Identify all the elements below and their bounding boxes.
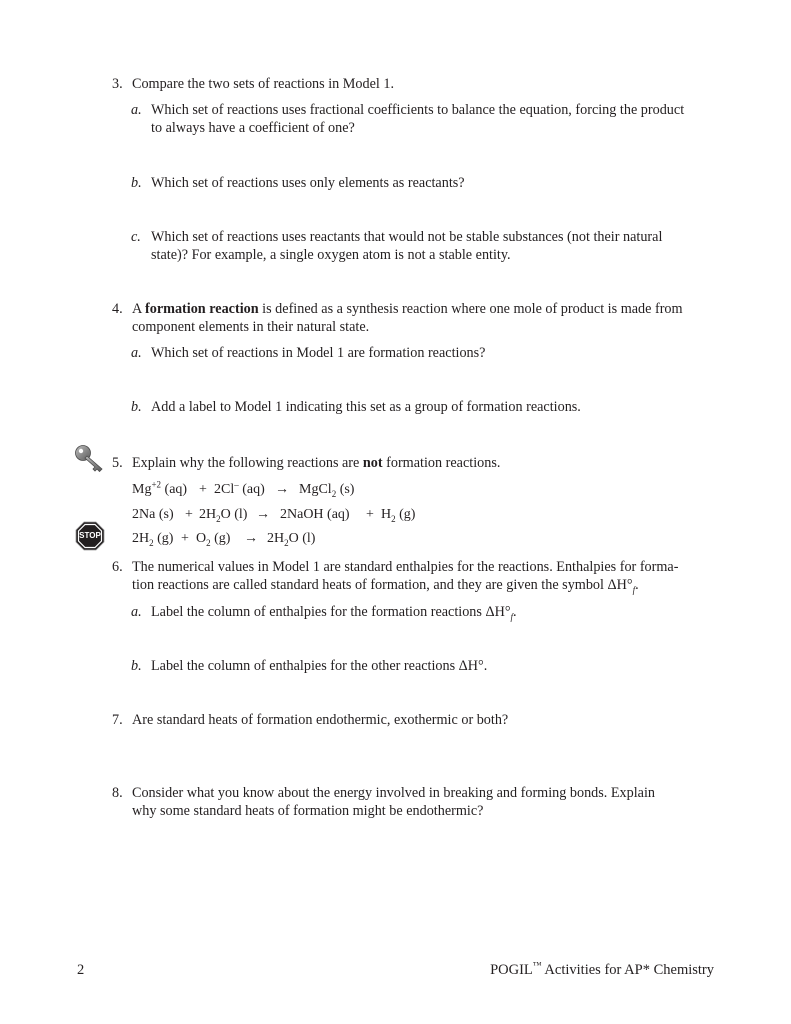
question-6a-label: a. (131, 604, 142, 620)
reaction-3-product: $2H_2O$ (l) (267, 531, 316, 548)
reaction-1-plus: + (199, 482, 207, 497)
question-8-line1: Consider what you know about the energy involved in breaking and forming bonds. Explain (132, 785, 656, 801)
reaction-1-reactant-2: 2Cl– (aq) (214, 479, 265, 497)
question-6-line1: The numerical values in Model 1 are standard enthalpies for the reactions. Enthalpies for forma- (132, 559, 679, 575)
question-4-number: 4. (112, 301, 123, 317)
page-number: 2 (77, 962, 85, 978)
reaction-3-arrow: → (244, 531, 258, 546)
reaction-1-reactant-1: $Mg^{+2}$ (aq) (132, 479, 188, 497)
stop-sign-icon (75, 521, 105, 551)
reaction-2-product-1: 2NaOH (aq) (280, 507, 350, 522)
question-5-line1 (132, 454, 500, 472)
question-5-bold: not (362, 455, 383, 471)
question-3a-label: a. (131, 102, 142, 118)
question-8-line2: why some standard heats of formation might be endothermic? (132, 803, 484, 819)
question-6a-line1: Label the column of enthalpies for the formation reactions $\Delta H^\circ_f$. (151, 604, 517, 622)
question-4b-line1: Add a label to Model 1 indicating this set as a group of formation reactions. (151, 399, 581, 415)
question-3-text: Compare the two sets of reactions in Model 1. (132, 76, 395, 92)
question-4b-label: b. (131, 399, 142, 415)
question-6-line2: tion reactions are called standard heats of formation, and they are given the symbol $\Delta H^\circ_f$. (132, 577, 639, 595)
stop-sign-text: STOP (79, 531, 101, 540)
question-4a-label: a. (131, 345, 142, 361)
question-3a-line1: Which set of reactions uses fractional coefficients to balance the equation, forcing the product (151, 102, 685, 118)
question-6b-label: b. (131, 658, 142, 674)
question-7-line1: Are standard heats of formation endothermic, exothermic or both? (132, 712, 509, 728)
reaction-1-arrow: → (275, 482, 289, 497)
reaction-3-reactant-2: $O_2$ (g) (196, 531, 231, 548)
question-4a-line1: Which set of reactions in Model 1 are formation reactions? (151, 345, 486, 361)
question-3c-line1: Which set of reactions uses reactants that would not be stable substances (not their natural (151, 229, 663, 245)
reaction-2-product-2: $H_2$ (g) (381, 507, 416, 524)
question-4-post: is defined as a synthesis reaction where one mole of product is made from (258, 301, 683, 317)
question-5-post: formation reactions. (382, 455, 501, 471)
question-8-number: 8. (112, 785, 123, 801)
reaction-2-reactant-1: 2Na (s) (132, 507, 174, 522)
question-6-number: 6. (112, 559, 123, 575)
question-5-number: 5. (112, 455, 123, 471)
reaction-2-plus-1: + (185, 507, 193, 522)
reaction-3-plus: + (181, 531, 189, 546)
question-7-number: 7. (112, 712, 123, 728)
question-3-number: 3. (112, 76, 123, 92)
reaction-3-reactant-1: $2H_2$ (g) (132, 531, 174, 548)
reaction-1-product: MgCl$_2$ (s) (299, 482, 355, 499)
question-3c-label: c. (131, 229, 141, 245)
question-4-term: formation reaction (145, 301, 259, 317)
reaction-2-arrow: → (256, 507, 270, 522)
reaction-2-reactant-2: $2H_2O$ (l) (199, 507, 248, 524)
reaction-2-plus-2: + (366, 507, 374, 522)
question-4-line2: component elements in their natural state. (132, 319, 370, 335)
question-4-pre: A (132, 301, 146, 317)
question-3c-line2: state)? For example, a single oxygen atom is not a stable entity. (151, 247, 511, 263)
key-icon (74, 444, 106, 474)
question-4-line1 (132, 300, 683, 318)
question-6b-line1: Label the column of enthalpies for the other reactions ΔH°. (151, 658, 488, 674)
question-3b-line1: Which set of reactions uses only elements as reactants? (151, 175, 465, 191)
footer-title: POGIL™ Activities for AP* Chemistry (490, 960, 714, 978)
question-3a-line2: to always have a coefficient of one? (151, 120, 355, 136)
question-5-pre: Explain why the following reactions are (132, 455, 363, 471)
question-3b-label: b. (131, 175, 142, 191)
